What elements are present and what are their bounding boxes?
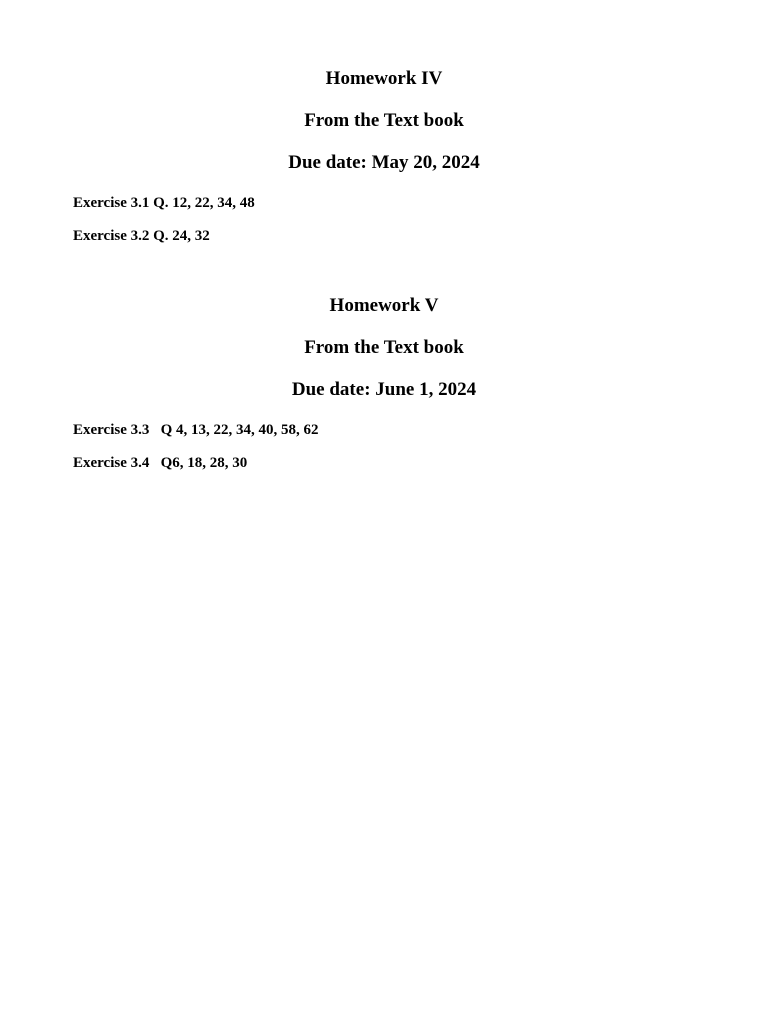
homework-iv-title: Homework IV [325, 68, 443, 89]
homework-v-source: From the Text book [304, 337, 464, 358]
homework-v-title: Homework V [329, 295, 439, 316]
homework-iv-exercise-3-1: Exercise 3.1 Q. 12, 22, 34, 48 [73, 195, 255, 211]
homework-v-exercise-3-4: Exercise 3.4 Q6, 18, 28, 30 [73, 455, 248, 471]
homework-v-due-date: Due date: June 1, 2024 [291, 379, 477, 400]
homework-iv-exercise-3-2: Exercise 3.2 Q. 24, 32 [73, 228, 210, 244]
homework-iv-due-date: Due date: May 20, 2024 [288, 152, 480, 173]
homework-iv-source: From the Text book [304, 110, 464, 131]
homework-v-exercise-3-3: Exercise 3.3 Q 4, 13, 22, 34, 40, 58, 62 [73, 422, 319, 438]
